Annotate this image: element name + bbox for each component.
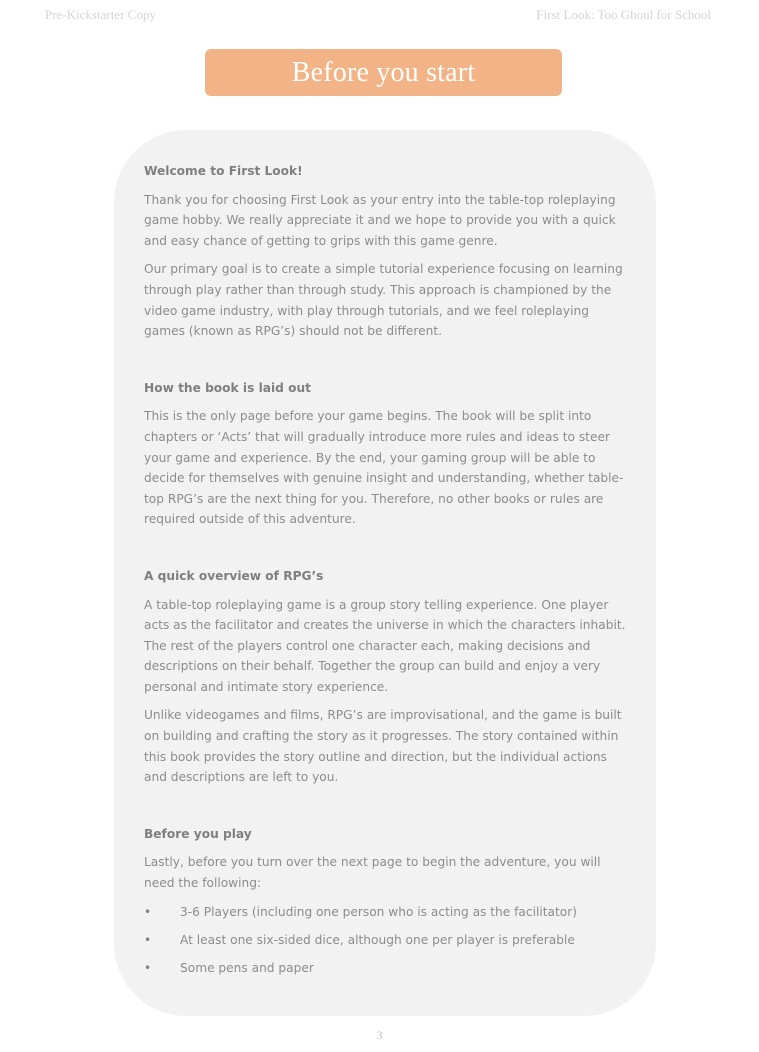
page-title: Before you start xyxy=(291,56,476,88)
heading-overview: A quick overview of RPG’s xyxy=(144,568,324,583)
bullet-icon: • xyxy=(144,932,152,947)
title-banner xyxy=(205,49,562,96)
list-item-text: Some pens and paper xyxy=(180,960,314,975)
running-header-left: Pre-Kickstarter Copy xyxy=(45,7,156,22)
list-item xyxy=(144,958,626,986)
page-number: 3 xyxy=(376,1028,383,1042)
list-item xyxy=(144,930,626,958)
list-item xyxy=(144,902,626,930)
paragraph-overview-1: A table-top roleplaying game is a group story telling experience. One player acts as the facilitator and creates the universe in which the characters inhabit. The rest of the players control one character each, making decisions and descriptions on their behalf. Together the group can build and enjoy a very personal and intimate story experience. xyxy=(144,597,626,694)
content-body xyxy=(144,161,626,986)
paragraph-welcome-2: Our primary goal is to create a simple tutorial experience focusing on learning through play rather than through study. This approach is championed by the video game industry, with play through tutorials, and we feel roleplaying games (known as RPG’s) should not be different. xyxy=(144,262,623,339)
list-item-text: 3-6 Players (including one person who is acting as the facilitator) xyxy=(180,904,577,919)
paragraph-overview-2: Unlike videogames and films, RPG’s are improvisational, and the game is built on building and crafting the story as it progresses. The story contained within this book provides the story outline and direction, but the individual actions and descriptions are left to you. xyxy=(144,708,622,785)
paragraph-layout-1: This is the only page before your game begins. The book will be split into chapters or ‘Acts’ that will gradually introduce more rules and ideas to steer your game and experience. By the end, your gaming group will be able to decide for themselves with genuine insight and understanding, whether table-top RPG’s are the next thing for you. Therefore, no other books or rules are required outside of this adventure. xyxy=(144,409,624,527)
running-header-right: First Look: Too Ghoul for School xyxy=(536,7,711,22)
heading-before-play: Before you play xyxy=(144,826,252,841)
heading-layout: How the book is laid out xyxy=(144,380,312,395)
paragraph-welcome-1: Thank you for choosing First Look as your entry into the table-top roleplaying game hobby. We really appreciate it and we hope to provide you with a quick and easy chance of getting to grips with this game genre. xyxy=(144,192,616,248)
bullet-icon: • xyxy=(144,904,152,919)
bullet-icon: • xyxy=(144,960,152,975)
list-item-text: At least one six-sided dice, although one per player is preferable xyxy=(180,932,575,947)
paragraph-before-play-1: Lastly, before you turn over the next page to begin the adventure, you will need the following: xyxy=(144,855,601,891)
heading-welcome: Welcome to First Look! xyxy=(144,164,303,178)
requirements-list xyxy=(144,902,626,986)
